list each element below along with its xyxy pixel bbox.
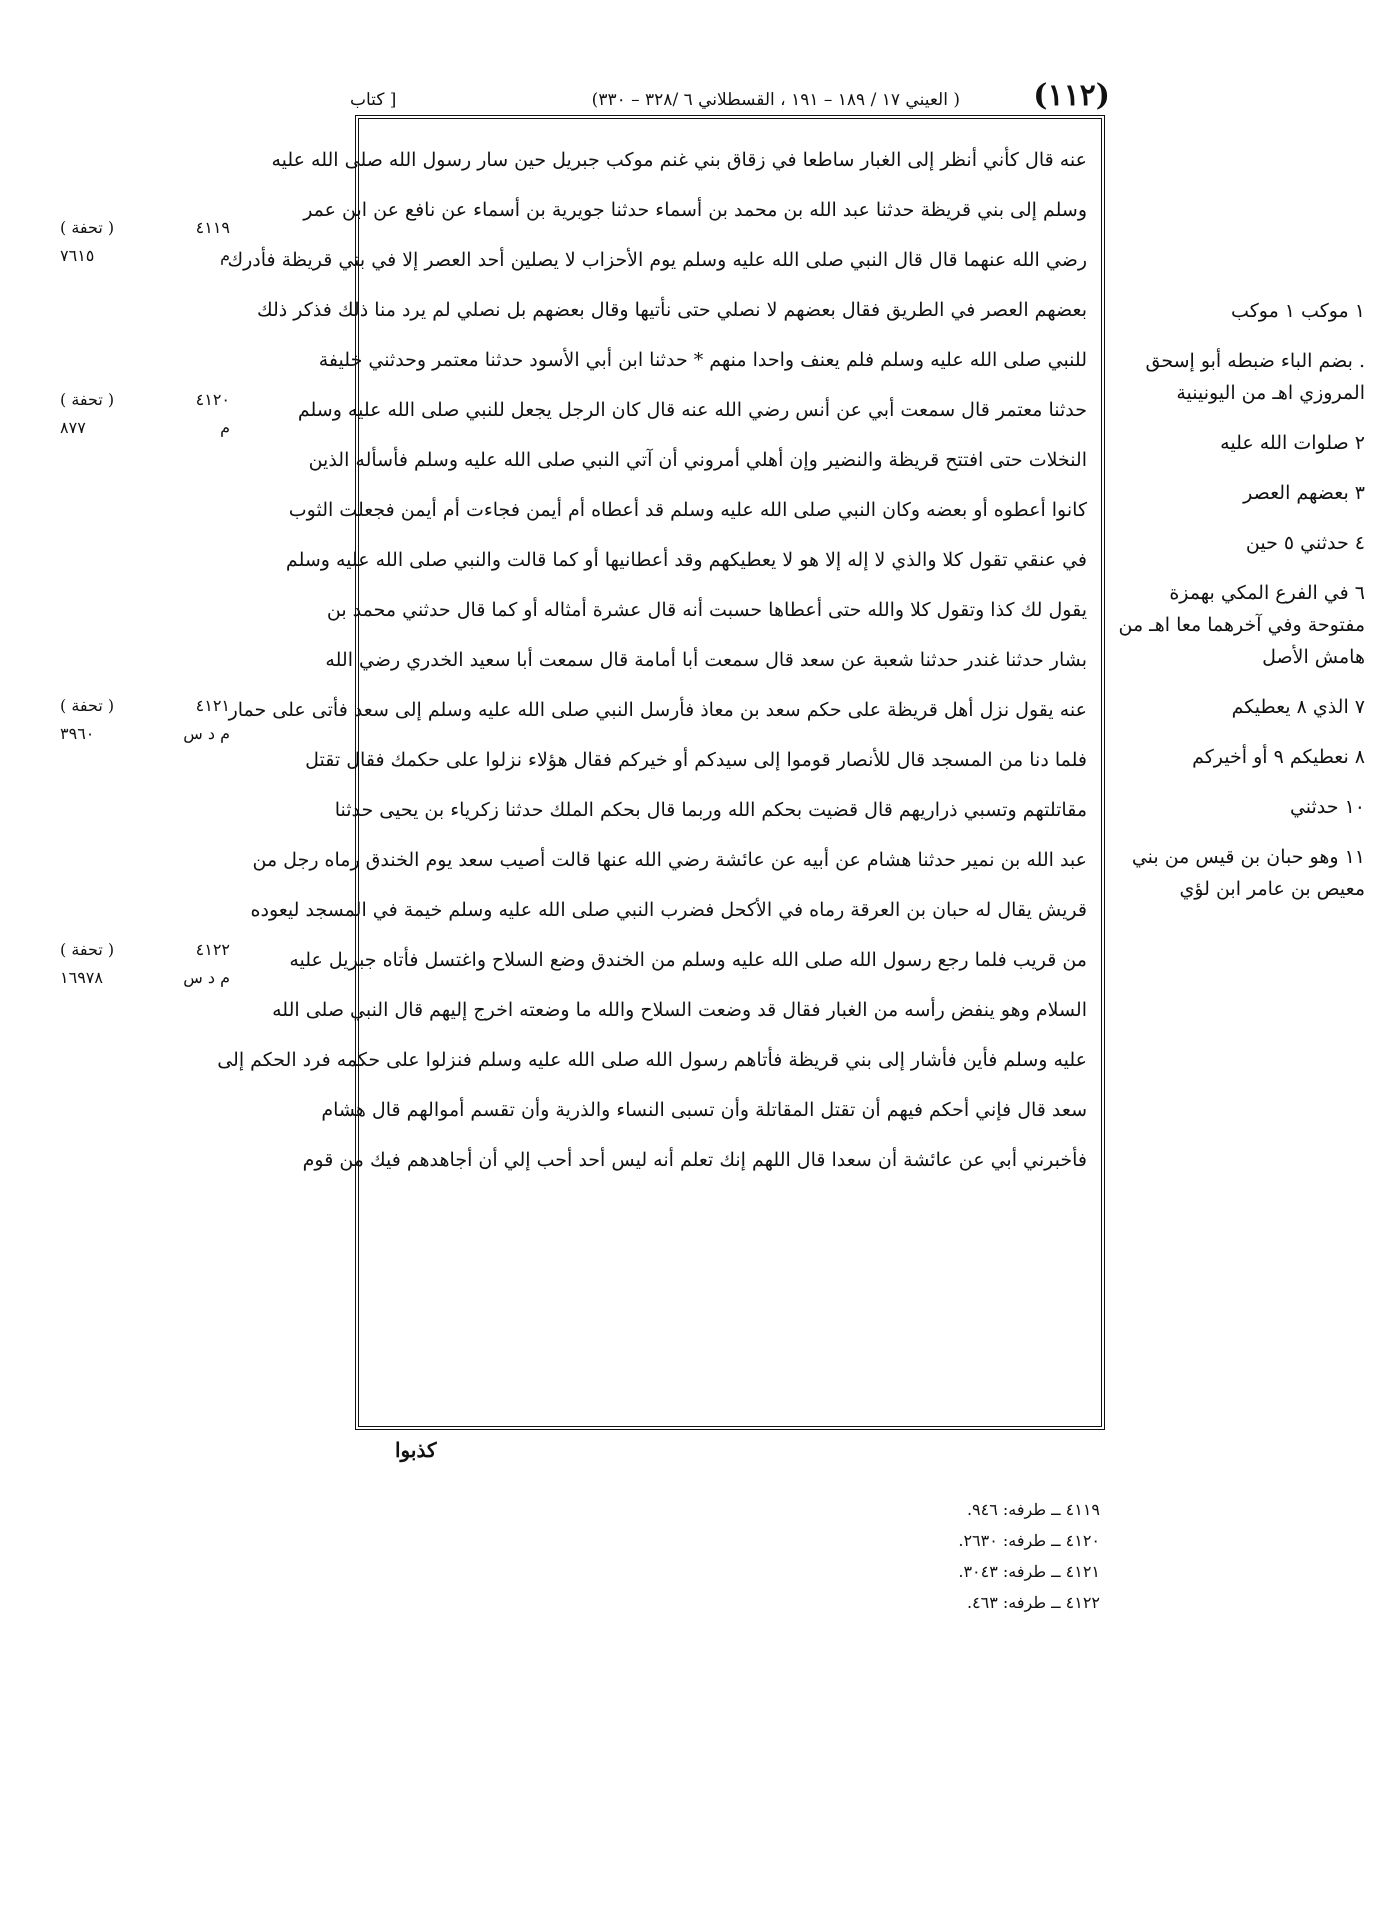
tuhfa-label: ( تحفة ) [60, 218, 115, 237]
hadith-number: ٤١٢٢ [195, 940, 230, 959]
main-text-frame [217, 115, 1105, 1430]
cross-reference-line: ٤١٢٢ ــ طرفه: ٤٦٣. [966, 1593, 1100, 1612]
tuhfa-value: ١٦٩٧٨ [60, 968, 103, 987]
header-book-title: [ كتاب [350, 90, 397, 110]
margin-note: ٦ في الفرع المكي بهمزة مفتوحة وفي آخرهما معا اهـ من هامش الأصل [1118, 582, 1365, 668]
text-line: فلما دنا من المسجد قال للأنصار قوموا إلى سيدكم أو خيركم فقال هؤلاء نزلوا على حكمك فقال تقتل [305, 749, 1087, 771]
text-line: سعد قال فإني أحكم فيهم أن تقتل المقاتلة وأن تسبى النساء والذرية وأن تقسم أموالهم قال هشام [321, 1099, 1087, 1121]
margin-notes [1115, 295, 1365, 923]
text-line: عنه يقول نزل أهل قريظة على حكم سعد بن معاذ فأرسل النبي صلى الله عليه وسلم إلى سعد فأتى على حمار [228, 699, 1087, 721]
text-line: رضي الله عنهما قال قال النبي صلى الله عليه وسلم يوم الأحزاب لا يصلين أحد العصر إلا في بني قريظة فأدرك [227, 249, 1087, 271]
text-line: يقول لك كذا وتقول كلا والله حتى أعطاها حسبت أنه قال عشرة أمثاله أو كما قال حدثني محمد بن [326, 599, 1087, 621]
text-line: في عنقي تقول كلا والذي لا إله إلا هو لا يعطيكهم وقد أعطانيها أو كما قالت والنبي صلى الله عليه وسلم [285, 549, 1087, 571]
hadith-reference-4122 [60, 940, 230, 996]
tuhfa-value: ٣٩٦٠ [60, 724, 95, 743]
margin-note: ٢ صلوات الله عليه [1220, 432, 1365, 454]
header-references: ( العيني ١٧ / ١٨٩ – ١٩١ ، القسطلاني ٦ /٣٢٨ – ٣٣٠) [591, 90, 960, 110]
text-line: فأخبرني أبي عن عائشة أن سعدا قال اللهم إنك تعلم أنه ليس أحد أحب إلي أن أجاهدهم فيك من قوم [302, 1149, 1087, 1171]
text-line: عبد الله بن نمير حدثنا هشام عن أبيه عن عائشة رضي الله عنها قالت أصيب سعد يوم الخندق رماه رجل من [252, 849, 1087, 871]
margin-note: ٧ الذي ٨ يعطيكم [1231, 696, 1365, 718]
source-code: م د س [183, 724, 230, 743]
margin-note: ٤ حدثني ٥ حين [1245, 532, 1365, 554]
margin-note: ٨ نعطيكم ٩ أو أخيركم [1192, 746, 1365, 768]
cross-reference-line: ٤١٢١ ــ طرفه: ٣٠٤٣. [958, 1562, 1100, 1581]
text-line: مقاتلتهم وتسبي ذراريهم قال قضيت بحكم الله وربما قال بحكم الملك حدثنا زكرياء بن يحيى حدثنا [334, 799, 1087, 821]
text-line: السلام وهو ينفض رأسه من الغبار فقال قد وضعت السلاح والله ما وضعته اخرج إليهم قال النبي صلى الله [272, 999, 1087, 1021]
hadith-number: ٤١٢١ [195, 696, 230, 715]
margin-note: . بضم الباء ضبطه أبو إسحق المروزي اهـ من اليونينية [1145, 350, 1365, 404]
tuhfa-label: ( تحفة ) [60, 696, 115, 715]
hadith-reference-4120 [60, 390, 230, 446]
text-line: حدثنا معتمر قال سمعت أبي عن أنس رضي الله عنه قال كان الرجل يجعل للنبي صلى الله عليه وسلم [297, 399, 1087, 421]
margin-note: ١ موكب ١ موكب [1231, 300, 1365, 322]
hadith-number: ٤١٢٠ [195, 390, 230, 409]
tuhfa-value: ٨٧٧ [60, 418, 86, 437]
tuhfa-value: ٧٦١٥ [60, 246, 95, 265]
source-code: م د س [183, 968, 230, 987]
text-line: من قريب فلما رجع رسول الله صلى الله عليه وسلم من الخندق وضع السلاح واغتسل فأتاه جبريل عليه [289, 949, 1087, 971]
hadith-reference-4121 [60, 696, 230, 752]
page-number: (١١٢) [1033, 78, 1110, 113]
text-line: بعضهم العصر في الطريق فقال بعضهم لا نصلي حتى نأتيها وقال بعضهم بل نصلي لم يرد منا ذلك فذكر ذلك [256, 299, 1087, 321]
text-line: للنبي صلى الله عليه وسلم فلم يعنف واحدا منهم * حدثنا ابن أبي الأسود حدثنا معتمر وحدثني خليفة [318, 349, 1087, 371]
text-line: كانوا أعطوه أو بعضه وكان النبي صلى الله عليه وسلم قد أعطاه أم أيمن فجاءت أم أيمن فجعلت الثوب [288, 499, 1087, 521]
tuhfa-label: ( تحفة ) [60, 940, 115, 959]
text-line: وسلم إلى بني قريظة حدثنا عبد الله بن محمد بن أسماء حدثنا جويرية بن أسماء عن نافع عن ابن عمر [303, 199, 1087, 221]
footer-cross-references [880, 1500, 1100, 1624]
text-line: قريش يقال له حبان بن العرقة رماه في الأكحل فضرب النبي صلى الله عليه وسلم خيمة في المسجد ليعوده [250, 899, 1087, 921]
text-line: النخلات حتى افتتح قريظة والنضير وإن أهلي أمروني أن آتي النبي صلى الله عليه وسلم فأسأله الذين [308, 449, 1087, 471]
source-code: م [220, 418, 230, 437]
cross-reference-line: ٤١٢٠ ــ طرفه: ٢٦٣٠. [958, 1531, 1100, 1550]
text-line: عنه قال كأني أنظر إلى الغبار ساطعا في زقاق بني غنم موكب جبريل حين سار رسول الله صلى الله عليه [271, 149, 1087, 171]
tuhfa-label: ( تحفة ) [60, 390, 115, 409]
margin-note: ١٠ حدثني [1289, 796, 1365, 818]
text-line: عليه وسلم فأين فأشار إلى بني قريظة فأتاهم رسول الله صلى الله عليه وسلم فنزلوا على حكمه فرد الحكم إلى [217, 1049, 1087, 1071]
hadith-reference-4119 [60, 218, 230, 274]
text-line: بشار حدثنا غندر حدثنا شعبة عن سعد قال سمعت أبا أمامة قال سمعت أبا سعيد الخدري رضي الله [325, 649, 1087, 671]
hadith-number: ٤١١٩ [195, 218, 230, 237]
catchword: كذبوا [395, 1438, 437, 1462]
margin-note: ١١ وهو حبان بن قيس من بني معيص بن عامر ابن لؤي [1131, 846, 1365, 900]
margin-note: ٣ بعضهم العصر [1243, 482, 1365, 504]
source-code: م [220, 246, 230, 265]
cross-reference-line: ٤١١٩ ــ طرفه: ٩٤٦. [966, 1500, 1100, 1519]
